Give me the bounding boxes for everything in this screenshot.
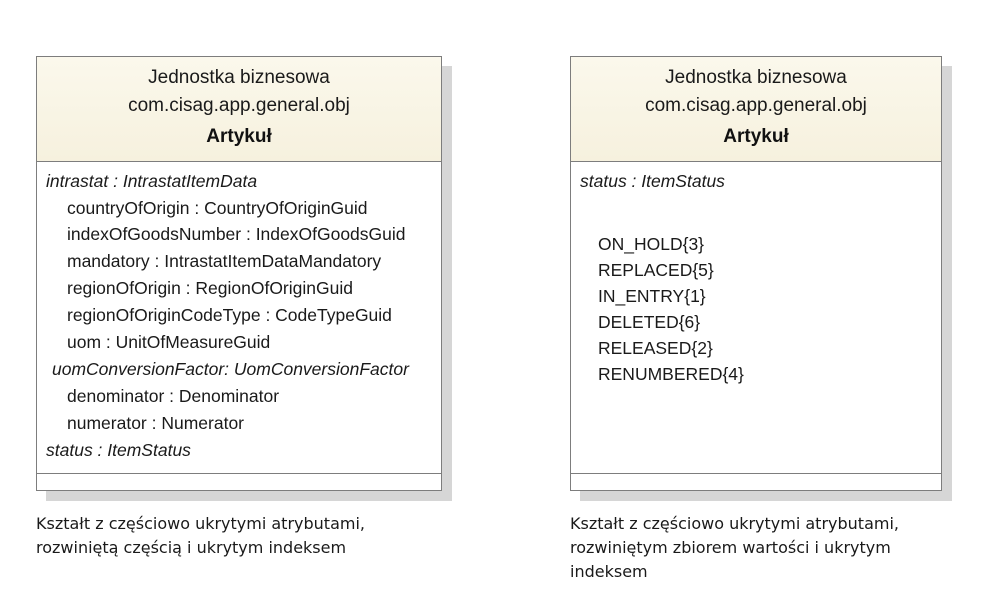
left-package: com.cisag.app.general.obj [128, 95, 350, 116]
attribute-numerator[interactable]: numerator : Numerator [67, 413, 245, 433]
enum-value-in-entry[interactable]: IN_ENTRY{1} [598, 286, 706, 306]
attribute-intrastat[interactable]: intrastat : IntrastatItemData [46, 171, 258, 191]
left-caption [36, 512, 365, 560]
enum-value-renumbered[interactable]: RENUMBERED{4} [598, 364, 744, 384]
attribute-country-of-origin[interactable]: countryOfOrigin : CountryOfOriginGuid [67, 198, 368, 218]
right-attributes-compartment [571, 162, 941, 474]
left-stereotype: Jednostka biznesowa [148, 67, 330, 88]
right-caption-line-3: indeksem [570, 562, 648, 581]
left-class-name: Artykuł [206, 126, 272, 147]
attribute-status[interactable]: status : ItemStatus [580, 171, 725, 191]
left-attributes-compartment [37, 162, 441, 474]
left-class-shape[interactable] [36, 56, 442, 491]
left-caption-line-2: rozwiniętą częścią i ukrytym indeksem [36, 538, 347, 557]
attribute-uom-conversion-factor[interactable]: uomConversionFactor: UomConversionFactor [52, 359, 409, 379]
attribute-index-of-goods-number[interactable]: indexOfGoodsNumber : IndexOfGoodsGuid [67, 224, 406, 244]
attribute-region-of-origin[interactable]: regionOfOrigin : RegionOfOriginGuid [67, 278, 353, 298]
right-package: com.cisag.app.general.obj [645, 95, 867, 116]
enum-value-deleted[interactable]: DELETED{6} [598, 312, 701, 332]
attribute-status[interactable]: status : ItemStatus [46, 440, 191, 460]
left-caption-line-1: Kształt z częściowo ukrytymi atrybutami, [36, 514, 365, 533]
left-class-header [37, 57, 441, 162]
attribute-uom[interactable]: uom : UnitOfMeasureGuid [67, 332, 271, 352]
left-operations-compartment [37, 474, 441, 488]
right-class-name: Artykuł [723, 126, 789, 147]
enum-value-on-hold[interactable]: ON_HOLD{3} [598, 234, 705, 254]
attribute-region-of-origin-code-type[interactable]: regionOfOriginCodeType : CodeTypeGuid [67, 305, 392, 325]
right-class-header [571, 57, 941, 162]
enum-value-replaced[interactable]: REPLACED{5} [598, 260, 714, 280]
attribute-mandatory[interactable]: mandatory : IntrastatItemDataMandatory [67, 251, 382, 271]
right-caption-line-2: rozwiniętym zbiorem wartości i ukrytym [570, 538, 891, 557]
enum-value-released[interactable]: RELEASED{2} [598, 338, 713, 358]
right-stereotype: Jednostka biznesowa [665, 67, 847, 88]
attribute-denominator[interactable]: denominator : Denominator [67, 386, 280, 406]
right-caption-line-1: Kształt z częściowo ukrytymi atrybutami, [570, 514, 899, 533]
right-operations-compartment [571, 474, 941, 488]
right-class-shape[interactable] [570, 56, 942, 491]
right-caption [570, 512, 899, 584]
